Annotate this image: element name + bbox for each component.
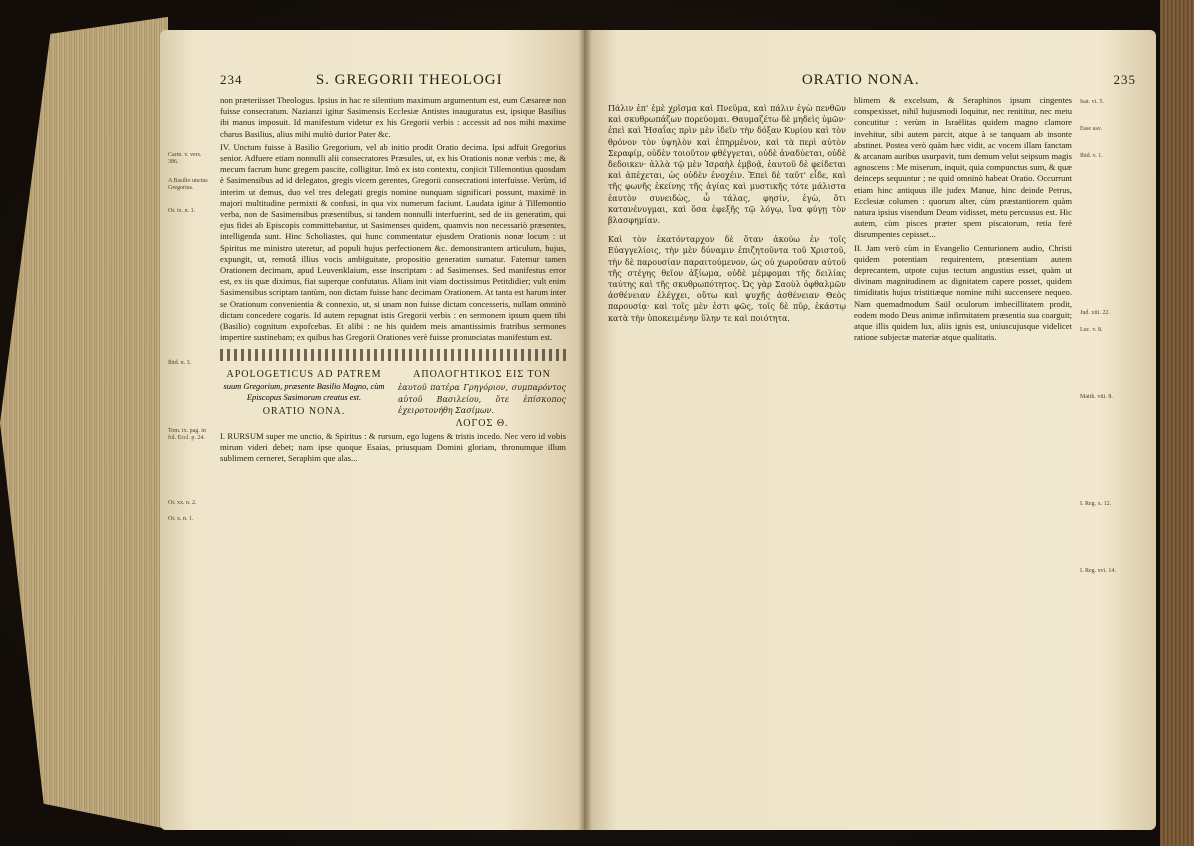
book-cover-edge-right bbox=[1160, 0, 1194, 846]
greek-heading: ΑΠΟΛΟΓΗΤΙΚΟΣ ΕΙΣ ΤΟΝ bbox=[413, 369, 551, 381]
left-paragraph-2: IV. Unctum fuisse à Basilio Gregorium, vel ab initio prodit Oratio decima. Ipsi adfuit Gregorius senior. Adfuere etiam nonnulli alii consecratores Præsules, ut, ex his Orationis nonæ verbis : me, & mecum facrum hunc gregem pascite, colligitur. Imò ex isto contextu, conjicit Tillemontius quosdam è Sasimensibus ad id delegatos, gregis vicem gerentes, Gregorii consecrationi interfuisse. Verùm, id interim ut demus, duo vel tres delegati gregis nomine nunquam significari possunt, maximè in majori multitudine permixti & confusi, in qua vix numerum faciunt. Laudata igitur à Tillemontio verba, non de Sasimensibus præsentibus, si tandem nonnulli interfuerint, sed de iis generatim, qui ejus fidei ab Episcopis committebantur, ut Sasimenses quidem, quamvis non necessariò præsentes, intelligenda sunt. Hinc Scholiastes, qui hunc commentatur ejusdem Orationis nonæ locum : ut Spiritus me ministro uteretur, ad populi hujus perfectionem &c. demonstrantem articulum, hujus, expungit, ut, remotâ illius vocis ambiguitate, propositio generatim sumatur. Fatemur tamen Orationem decimam, apud Leuvenklaium, esse inscriptam : ad Sasimenses. Sed manifestus error est, ex iis quæ diximus, fiat superque confutatus. Aliam init viam doctissimus Petitdidier; vult enim Sasimensibus scriptam tantùm, non dictam fuisse hanc decimam Orationem. At tanta est harum inter se Orationum convenientia & connexio, ut, si unam non fuisse dictam concesseris, nullam omninò dictam concedere cogaris. Id autem repugnat istis Gregorii verbis : en sermonem ipsum quem tibi (Basilio) cognitum expofcebas. Et alibi : ne his quidem meis amantissimis fratribus sermones impertire sustinebam; ex quibus has Gregorii Orationes verè fuisse pronunciatas manifestum est. bbox=[220, 141, 566, 343]
left-running-title: S. GREGORII THEOLOGI bbox=[315, 72, 503, 88]
left-body-text bbox=[220, 95, 566, 343]
left-margin-note: Or. ix. n. 1. bbox=[168, 208, 196, 214]
book-page-edges-left bbox=[0, 0, 168, 846]
right-margin-note: Esse ιων. bbox=[1080, 126, 1103, 132]
logos-label: ΛΟΓΟΣ Θ. bbox=[455, 418, 509, 430]
latin-column-paragraph-2: II. Jam verò cùm in Evangelio Centurionem audio, Christi quidem potentiam requirentem, præsentiam autem deprecantem, utpote cujus tectum angustius esset, quàm ut divinam magnitudinem ac dignitatem capere posset, quidem timiditatis hujus tristitiæque nomine mihi succensere nequeo. Nam quemadmodum Saül oculorum imbecillitatem prodit, eodem modo Deus animæ infirmitatem præsentia sua coarguit; atque illis quidem lux, aliis ignis est, uniuscujusque videlicet ratione subjectæ materiæ atque qualitatis. bbox=[854, 242, 1072, 343]
left-margin-note: Ibid. n. 3. bbox=[168, 360, 192, 366]
ornament-divider bbox=[220, 349, 566, 361]
left-running-head bbox=[220, 72, 566, 89]
left-margin-note: A Basilio unctus Gregorius. bbox=[168, 178, 208, 191]
latin-heading: APOLOGETICUS AD PATREM bbox=[226, 369, 382, 381]
right-margin-note: Matth. viii. 8. bbox=[1080, 394, 1113, 400]
greek-column-paragraph-1: Πάλιν ἐπ' ἐμὲ χρῖσμα καὶ Πνεῦμα, καὶ πάλιν ἐγὼ πενθῶν καὶ σκυθρωπάζων πορεύομαι. Θαυμαζέτω δὲ μηδεὶς ὑμῶν· ἐπεὶ καὶ Ἡσαΐας πρὶν μὲν ἰδεῖν τὴν δόξαν Κυρίου καὶ τὸν θρόνον τὸν ὑψηλὸν καὶ ἐπηρμένον, καὶ τὰ περὶ αὐτὸν Σεραφίμ, οὐδὲν τοιοῦτον φθέγγεται, οὐδὲ ἀναδύεται, οὐδὲ δεδοικεν· ἀλλὰ τῷ μὲν Ἰσραὴλ ἐμβοᾷ, ἑαυτοῦ δὲ φείδεται καὶ ἀπέχεται, ὡς οὐδὲν ἐνοχέιν. Ἐπεὶ δὲ ταῦτ' εἶδε, καὶ τῆς φωνῆς ἐκείνης τῆς ἁγίας καὶ μυστικῆς τότε μάλιστα ἑαυτὸν συνειδὼς, ὦ τάλας, φησίν, ἐγὼ, ὅτι κατανένυγμαι, καὶ ὅσα ἐφεξῆς τῷ λόγῳ, ἵνα φύγῃ τὸν βλασφημίαν. bbox=[608, 104, 846, 226]
right-margin-note: I. Reg. xvi. 14. bbox=[1080, 568, 1116, 574]
greek-subheading: ἑαυτοῦ πατέρα Γρηγόριον, συμπαρόντος αὐτοῦ Βασιλείου, ὅτε ἐπίσκοπος ἐχειροτονήθη Σασίμων. bbox=[398, 383, 566, 415]
right-margin-note: Jud. xiii. 22. bbox=[1080, 310, 1110, 316]
oratio-label: ORATIO NONA. bbox=[262, 405, 346, 417]
latin-oration-start: I. RURSUM super me unctio, & Spiritus : & rursum, ego lugens & tristis incedo. Nec vero id vobis mirum videri debet; nam ipse quoque Esaias, priusquam Domini gloriam, thronumque illum sublimem cerneret, Seraphim que alas... bbox=[220, 431, 566, 464]
left-page-number: 234 bbox=[220, 72, 243, 87]
latin-column-paragraph-1: blimem & excelsum, & Seraphinos ipsum cingentes conspexisset, nihil hujusmodi loquitur, nec renititur, nec metu concutitur : verùm in Israëlitas quidem magno clamore invehitur, sibi autem parcit, atque à se tanquam ab insonte abstinet. Postea verò quàm hæc vidit, ac vocem illam fanctam & arcanam auribus usurpavit, tum demum velut seipsum magis agnoscens : Me miserum, inquit, quia compunctus sum, & quæ deinceps sequuntur ; ne quid omninò habeat Oratio. Occurrunt etiam hinc antiquus ille judex Manue, hinc deinde Petrus, Ecclesiæ columen : quorum alter, cùm præstantiorem quàm natura ipsius visendum Deum vidisset, metu percussus est. Hic autem, cùm pisces præter spem piscatorum, retia ferè disrumpentes cepisset... bbox=[854, 95, 1072, 240]
left-margin-note: Or. xx. n. 2. bbox=[168, 500, 197, 506]
right-page bbox=[584, 30, 1156, 830]
latin-subheading: suum Gregorium, præsente Basilio Magno, cùm Episcopus Sasimorum creatus est. bbox=[223, 382, 385, 403]
right-margin-note: Isai. vi. 5. bbox=[1080, 99, 1104, 105]
greek-column-paragraph-2: Καὶ τὸν ἑκατόνταρχον δὲ ὅταν ἀκούω ἐν τοῖς Εὐαγγελίοις, τὴν μὲν δύναμιν ἐπιζητοῦντα τοῦ Χριστοῦ, τὴν δὲ παρουσίαν παραιτούμενον, ὡς οὐ χωροῦσαν αὐτοῦ τῆς στέγης θεῖον ἀξίωμα, οὐδὲ μέμφομαι τῆς δειλίας ταύτης καὶ τῆς σκυθρωπότητος. Ὡς γὰρ Σαοὺλ ὀφθαλμῶν ἀσθένειαν ἐλέγχει, οὕτω καὶ ψυχῆς ἀσθένειαν Θεὸς παρουσίᾳ· καὶ τοῖς μὲν ἐστι φῶς, τοῖς δὲ πῦρ, ἑκάστῳ κατὰ τὴν ὑποκειμένην ὕλην τε καὶ ποιότητα. bbox=[608, 235, 846, 323]
right-running-head bbox=[608, 72, 1136, 89]
right-columns bbox=[608, 95, 1136, 575]
left-paragraph-1: non præteriisset Theologus. Ipsius in hac re silentium maximum argumentum est, eum Cæsareæ non fuisse consecratum. Nazianzi igitur Sasimensis Ecclesiæ Antistes inauguratus est, ipsique Basilius ibi manus imposuit. Id manifestum videtur ex his Gregorii verbis : accessit ad nos mihi maxime charus Basilius, alius mihi multò durior Pater &c. bbox=[220, 95, 566, 139]
left-page bbox=[160, 30, 584, 830]
apologeticus-headings bbox=[220, 367, 566, 431]
left-margin-note: Tom. ix. pag. in fol. Eccl. p. 24. bbox=[168, 428, 206, 441]
right-running-title: ORATIO NONA. bbox=[801, 72, 920, 88]
right-page-number: 235 bbox=[1113, 72, 1136, 87]
left-margin-note: Carm. v. vers. 386. bbox=[168, 152, 202, 165]
left-margin-note: Or. x. n. 1. bbox=[168, 516, 194, 522]
right-margin-note: Luc. v. 8. bbox=[1080, 327, 1103, 333]
right-margin-note: Ibid. v. 1. bbox=[1080, 153, 1103, 159]
right-margin-notes bbox=[1080, 95, 1130, 575]
book-gutter bbox=[578, 30, 592, 830]
right-margin-note: I. Reg. x. 12. bbox=[1080, 501, 1112, 507]
